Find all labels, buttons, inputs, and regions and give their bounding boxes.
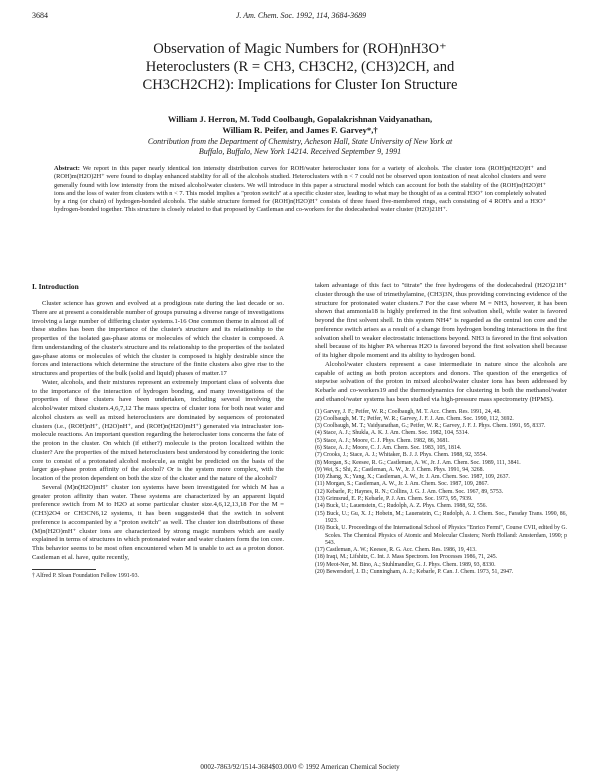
reference-item: (5) Stace, A. J.; Moore, C. J. Phys. Chem. 1982, 86, 3681. — [315, 437, 450, 444]
author-line: William J. Herron, M. Todd Coolbaugh, Gopalakrishnan Vaidyanathan, — [167, 114, 433, 124]
reference-item: (19) Meot-Ner, M. Bino, A.; Stuhlmandler, G. J. Phys. Chem. 1989, 93, 8330. — [315, 561, 496, 568]
left-column — [32, 282, 284, 580]
reference-list — [315, 409, 567, 577]
paragraph: Water, alcohols, and their mixtures represent an extremely important class of solvents due to the importance of the interaction of hydrogen bonding, and many investigations of the properties of these clusters have been undertaken, including several involving the alcohol/water mixed clusters.4,6,7,12 The mass spectra of cluster ions for both neat water and alcohol clusters as well as mixed heteroclusters are dominated by sequences of protonated clusters (i.e., (ROH)nH⁺, (H2O)nH⁺, and (ROH)n(H2O)mH⁺) generated via intracluster ion-molecule reactions. An important question regarding the heterocluster ions concerns the fate of the proton in the cluster. On which (if either?) molecule is the proton localized within the cluster? Are the properties of the mixed heteroclusters best understood by considering the ionic core to consist of a protonated alcohol molecule, as might be predicted on the basis of the larger gas-phase proton affinity of the alcohol? Or is the system more complex, with the location of the proton dependent on both the size of the cluster and the nature of the alcohol? — [32, 378, 284, 482]
reference-item: (1) Garvey, J. F.; Peifer, W. R.; Coolbaugh, M. T. Acc. Chem. Res. 1991, 24, 48. — [315, 408, 501, 415]
reference-item: (12) Kebarle, P.; Haynes, R. N.; Collins, J. G. J. Am. Chem. Soc. 1967, 89, 5753. — [315, 488, 504, 495]
affiliation — [70, 137, 530, 157]
abstract-label: Abstract: — [54, 165, 80, 172]
reference-item: (20) Bewersdorf, J. D.; Cunningham, A. J.; Kebarle, P. Can. J. Chem. 1973, 51, 2947. — [315, 569, 514, 576]
reference-item: (11) Morgan, S.; Castleman, A. W., Jr. J. Am. Chem. Soc. 1987, 109, 2867. — [315, 481, 489, 488]
article-title — [60, 40, 540, 94]
footnote-divider — [32, 569, 96, 570]
reference-item: (13) Grimsrud, E. P.; Kebarle, P. J. Am. Chem. Soc. 1973, 95, 7939. — [315, 496, 473, 503]
copyright-footer: 0002-7863/92/1514-3684$03.00/0 © 1992 American Chemical Society — [200, 763, 400, 771]
paragraph: Several (M)n(H2O)mH⁺ cluster ion systems have been investigated for which M has a greater proton affinity than water. These systems are characterized by an apparent liquid preference switch from M to H2O at some particular cluster size.4,6,12,13,18 For the M = (CH3)2O4 or CH3CN6,12 systems, it has been suggested4 that the switch in solvent preference is accompanied by a "proton switch" as well. The cluster ion distributions of these (M)n(H2O)mH⁺ cluster ions are characterized by strong magic numbers which are easily explained in terms of structures in which protonated water and water clusters form the ion core. This behavior seems to be most often encountered when M is unable to act as a proton donor. Castleman et al. have, quite recently, — [32, 483, 284, 561]
page-number: 3684 — [32, 11, 48, 20]
reference-item: (15) Buck, U.; Gu, X. J.; Hobein, M.; Lauenstein, C.; Rudolph, A. J. Chem. Soc., Faraday Trans. 1990, 86, 1923. — [315, 510, 567, 524]
paragraph: Alcohol/water clusters represent a case intermediate in nature since the alcohols are capable of acting as both proton acceptors and donors. The question of the energetics of stepwise solvation of the proton in mixed alcohol/water cluster ions has been addressed by Kebarle and co-workers19 and the thermodynamics for clustering in both the methanol/water and ethanol/water systems has been studied via high-pressure mass spectrometry (HPMS). — [315, 360, 567, 403]
reference-item: (3) Coolbaugh, M. T.; Vaidyanathan, G.; Peifer, W. R.; Garvey, J. F. J. Phys. Chem. 1991, 95, 8337. — [315, 423, 546, 430]
reference-item: (14) Buck, U.; Lauenstein, C.; Rudolph, A. Z. Phys. Chem. 1988, 92, 556. — [315, 503, 487, 510]
reference-item: (7) Crooks, J.; Stace, A. J.; Whitaker, B. J. J. Phys. Chem. 1988, 92, 3554. — [315, 452, 487, 459]
reference-item: (16) Buck, U. Proceedings of the International School of Physics "Enrico Fermi", Course CVII, edited by G. Scoles. The Chemical Physics of Atomic and Molecular Clusters; North Holland: Amsterdam, 1990; p 543. — [315, 525, 567, 546]
reference-item: (4) Stace, A. J.; Shukla, A. K. J. Am. Chem. Soc. 1982, 104, 5314. — [315, 430, 469, 437]
reference-item: (6) Stace, A. J.; Moore, C. J. Am. Chem. Soc. 1983, 105, 1814. — [315, 444, 462, 451]
author-line: William R. Peifer, and James F. Garvey*,† — [222, 125, 378, 135]
author-list — [60, 114, 540, 136]
footnote: † Alfred P. Sloan Foundation Fellow 1991-93. — [32, 572, 139, 579]
abstract — [54, 165, 546, 215]
title-line: Observation of Magic Numbers for (ROH)nH3O⁺ — [153, 41, 447, 57]
right-column — [315, 282, 567, 576]
title-line: CH3CH2CH2): Implications for Cluster Ion Structure — [142, 77, 458, 93]
reference-item: (10) Zhang, X.; Yang, X.; Castleman, A. W., Jr. J. Am. Chem. Soc. 1987, 109, 2637. — [315, 474, 510, 481]
reference-item: (8) Morgan, S.; Keesee, R. G.; Castleman, A. W., Jr. J. Am. Chem. Soc. 1989, 111, 3841. — [315, 459, 521, 466]
paragraph: Cluster science has grown and evolved at a prodigious rate during the last decade or so. There are at present a considerable number of groups pursuing a diverse range of investigations involving a large number of differing cluster systems.1-16 One common theme in almost all of these studies has been the importance of the cluster's structure and its relationship to the properties of the isolated gas-phase atoms or molecules of which the cluster is composed. A firm understanding of the cluster's structure and its relationship to the properties of the isolated gas-phase atoms or molecules of which the cluster is composed is highly desirable since the forces and interactions which determine the structure of the finite clusters also give rise to the structures and properties of the bulk (solid and liquid) phases of matter.17 — [32, 300, 284, 377]
affiliation-line: Buffalo, Buffalo, New York 14214. Received September 9, 1991 — [198, 147, 402, 156]
abstract-text: We report in this paper nearly identical ion intensity distribution curves for ROH/water heterocluster ions for a variety of alcohols. The cluster ions (ROH)n(H2O)H⁺ and (ROH)m(H2O)2H⁺ were found to display enhanced stability for all of the alcohols studied. Heteroclusters with n < 7 could not be observed upon ionization of neat alcohol clusters and were generally found with low intensity from the mixed alcohol/water clusters. We will introduce in this paper a structural model which can account for both the stability of the (ROH)n(H2O)H⁺ ions and the loss of water from clusters with n < 7. This model implies a "proton switch" at a specific cluster size, leading to what may be thought of as a central H3O⁺ ion completely solvated by a ring (or chain) of hydrogen-bonded alcohols. The stable structure formed for (ROH)n(H2O)H⁺ consists of three fused five-membered rings, each consisting of 4 ROH's and a H3O⁺ hydrogen-bonded together. This structure is closely related to that proposed by Castleman and co-workers for the dodecahedral water cluster (H2O)21H⁺. — [54, 165, 546, 214]
title-line: Heteroclusters (R = CH3, CH3CH2, (CH3)2CH, and — [145, 59, 455, 75]
reference-item: (18) Iraqi, M.; Lifshitz, C. Int. J. Mass Spectrom. Ion Processes 1986, 71, 245. — [315, 554, 498, 561]
affiliation-line: Contribution from the Department of Chemistry, Acheson Hall, State University of New York at — [147, 137, 453, 146]
journal-citation: J. Am. Chem. Soc. 1992, 114, 3684-3689 — [235, 11, 367, 20]
running-head — [32, 10, 570, 22]
section-title: I. Introduction — [32, 282, 79, 291]
paragraph: taken advantage of this fact to "titrate" the free hydrogens of the dodecahedral (H2O)21H⁺ cluster through the use of trimethylamine, (CH3)3N, thus providing convincing evidence of the structure for protonated water clusters.7 For the case where M = NH3, however, it has been shown that ammonia18 is highly preferred in the first solvation shell, while water is favored beyond the first solvent shell. In this system NH4⁺ is regarded as the central ion core and the preference switch arises as a result of a change from hydrogen bonding interactions in the first solvation shell to weaker electrostatic interactions beyond. NH3 is favored in the first solvation shell because of its higher PA whereas H2O is favored beyond the first solvation shell because of its higher dipole moment and its ability to hydrogen bond. — [315, 282, 567, 359]
reference-item: (2) Coolbaugh, M. T.; Peifer, W. R.; Garvey, J. F. J. Am. Chem. Soc. 1990, 112, 3692. — [315, 415, 514, 422]
reference-item: (17) Castleman, A. W.; Keesee, R. G. Acc. Chem. Res. 1986, 19, 413. — [315, 547, 477, 554]
reference-item: (9) Wei, S.; Shi, Z.; Castleman, A. W., Jr. J. Chem. Phys. 1991, 94, 3268. — [315, 466, 484, 473]
